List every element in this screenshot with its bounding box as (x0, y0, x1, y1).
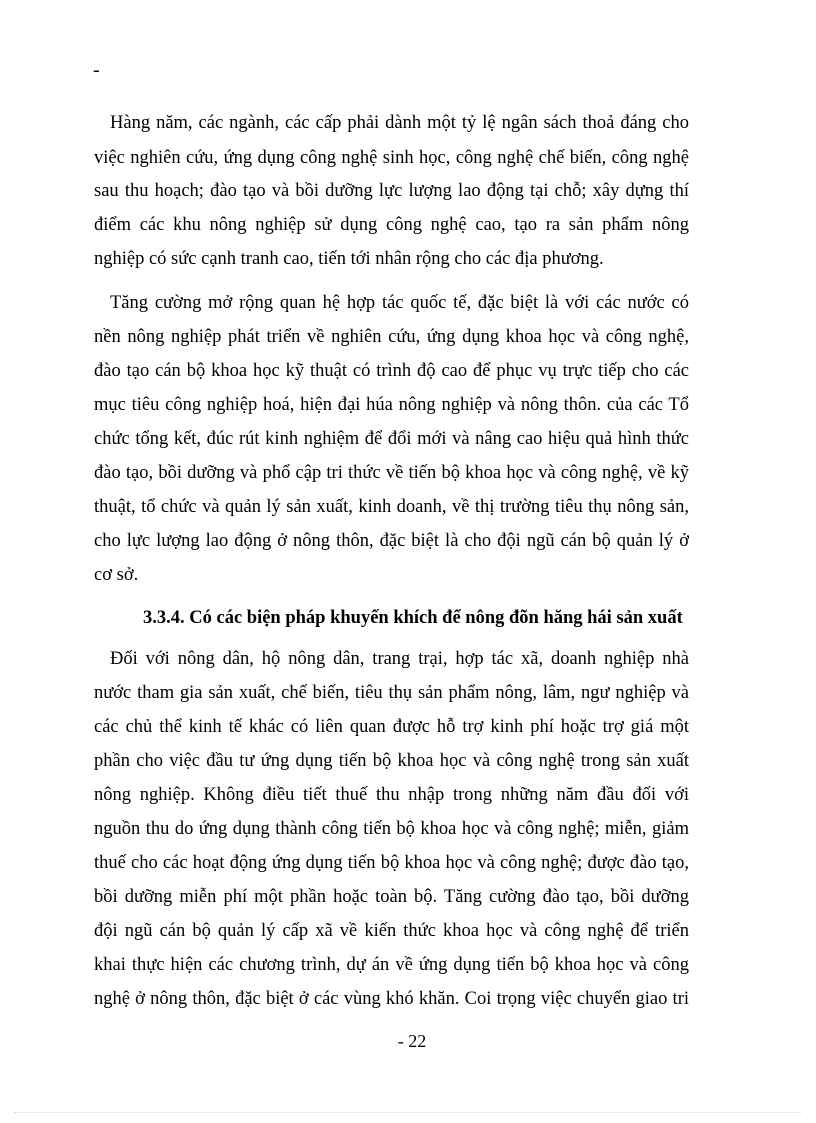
paragraph-line: nền nông nghiệp phát triển về nghiên cứu, ứng dụng khoa học và công nghệ, (94, 327, 689, 347)
paragraph-line: cho lực lượng lao động ở nông thôn, đặc biệt là cho đội ngũ cán bộ quản lý ở (94, 531, 689, 551)
paragraph-line: bồi dưỡng miễn phí một phần hoặc toàn bộ. Tăng cường đào tạo, bồi dưỡng (94, 887, 689, 907)
paragraph-line: nghệ ở nông thôn, đặc biệt ở các vùng khó khăn. Coi trọng việc chuyển giao tri (94, 989, 689, 1009)
paragraph-line: nguồn thu do ứng dụng thành công tiến bộ khoa học và công nghệ; miễn, giảm (94, 819, 689, 839)
paragraph-line: Hàng năm, các ngành, các cấp phải dành một tỷ lệ ngân sách thoả đáng cho (110, 113, 689, 133)
paragraph-line: điểm các khu nông nghiệp sử dụng công nghệ cao, tạo ra sản phẩm nông (94, 215, 689, 235)
section-heading: 3.3.4. Có các biện pháp khuyến khích để nông đõn hăng hái sản xuất (143, 608, 683, 628)
page-number: - 22 (397, 1031, 427, 1051)
paragraph-line: đào tạo cán bộ khoa học kỹ thuật có trình độ cao để phục vụ trực tiếp cho các (94, 361, 689, 381)
paragraph-line: khai thực hiện các chương trình, dự án về ứng dụng tiến bộ khoa học và công (94, 955, 689, 975)
paragraph-line: đào tạo, bồi dưỡng và phổ cập tri thức về tiến bộ khoa học và công nghệ, về kỹ (94, 463, 689, 483)
paragraph-line: phần cho việc đầu tư ứng dụng tiến bộ khoa học và công nghệ trong sản xuất (94, 751, 689, 771)
paragraph-line: cơ sở. (94, 565, 139, 585)
paragraph-line: việc nghiên cứu, ứng dụng công nghệ sinh học, công nghệ chế biến, công nghệ (94, 148, 689, 168)
paragraph-line: sau thu hoạch; đào tạo và bồi dưỡng lực lượng lao động tại chỗ; xây dựng thí (94, 181, 689, 201)
top-dash-mark: - (93, 59, 100, 81)
paragraph-line: thuật, tổ chức và quản lý sản xuất, kinh doanh, về thị trường tiêu thụ nông sản, (94, 497, 689, 517)
paragraph-line: Đối với nông dân, hộ nông dân, trang trại, hợp tác xã, doanh nghiệp nhà (110, 649, 689, 669)
paragraph-line: thuế cho các hoạt động ứng dụng tiến bộ khoa học và công nghệ; được đào tạo, (94, 853, 689, 873)
paragraph-line: các chủ thể kinh tế khác có liên quan được hỗ trợ kinh phí hoặc trợ giá một (94, 717, 689, 737)
paragraph-line: nghiệp có sức cạnh tranh cao, tiến tới nhân rộng cho các địa phương. (94, 249, 604, 269)
paragraph-line: nước tham gia sản xuất, chế biến, tiêu thụ sản phẩm nông, lâm, ngư nghiệp và (94, 683, 689, 703)
paragraph-line: Tăng cường mở rộng quan hệ hợp tác quốc tế, đặc biệt là với các nước có (110, 293, 689, 313)
paragraph-line: đội ngũ cán bộ quản lý cấp xã về kiến thức khoa học và công nghệ để triển (94, 921, 689, 941)
paragraph-line: chức tổng kết, đúc rút kinh nghiệm để đổi mới và nâng cao hiệu quả hình thức (94, 429, 689, 449)
bottom-divider (14, 1112, 802, 1113)
paragraph-line: nông nghiệp. Không điều tiết thuế thu nhập trong những năm đầu đối với (94, 785, 689, 805)
paragraph-line: mục tiêu công nghiệp hoá, hiện đại húa nông nghiệp và nông thôn. của các Tổ (94, 395, 689, 415)
